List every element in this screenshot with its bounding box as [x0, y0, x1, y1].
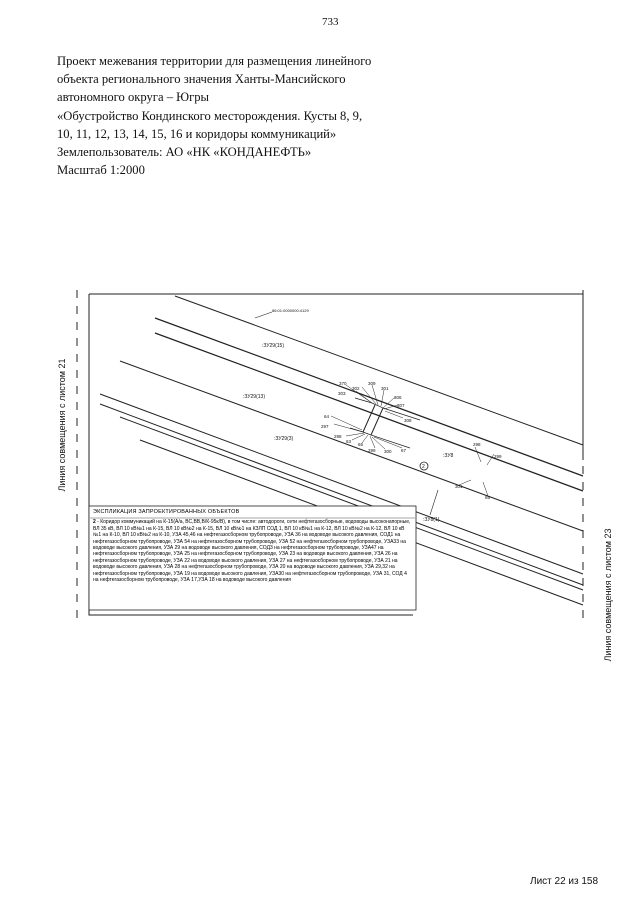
- parcel-label: :ЗУ8: [443, 453, 454, 459]
- legend: [89, 506, 416, 610]
- point-label: 306: [394, 395, 402, 400]
- sheet-number: Лист 22 из 158: [530, 876, 599, 887]
- point-label: 299: [494, 454, 502, 459]
- parcel-leader: [430, 490, 438, 515]
- legend-item-text: - Коридор коммуникаций на К-15(А/а, ВС,ВВ,В/К-95к/В), в том числе: автодороги, сети нефтегазосборные, водоводы высоконапорные, ВЛ 35 кВ, ВЛ 10 кВ№1 на К-15, ВЛ 10 кВ№2 на К-15, ВЛ 10 кВ№1 на КЗЛП СОД 1, ВЛ 10 кВ№1 на К-12, ВЛ 10 кВ№2 на К-12, ВЛ 10 кВ №1 на К-10, ВЛ 10 кВ№2 на К-10, УЗА 45,46 на нефтегазосборном трубопроводе, УЗА 36 на водоводе высокого давления, СОД1 на нефтегазосборном трубопроводе, УЗА 54 на нефтегазосборном трубопроводе, УЗА 52 на нефтегазосборном трубопроводе, УЗА33 на водоводе высокого давления, УЗА 29 на водоводе высокого давления, СОД3 на нефтегазосборном трубопроводе, УЗА47 на нефтегазосборном трубопроводе, УЗА 25 на нефтегазосборном трубопроводе, УЗА 23 на водоводе высокого давления, УЗА 26 на нефтегазосборном трубопроводе, УЗА 22 на водоводе высокого давления, УЗА 27 на нефтегазосборном трубопроводе, УЗА 21 на водоводе высокого давления, УЗА 28 на нефтегазосборном трубопроводе, УЗА 20 на водоводе высокого давления, УЗА 29,32 на нефтегазосборном трубопроводе, УЗА 19 на водоводе высокого давления, УЗА30 на нефтегазосборном трубопроводе, УЗА 31, СОД 4 на нефтегазосборном трубопроводе, УЗА 17,УЗА 18 на водоводе высокого давления: [93, 519, 411, 584]
- point-label: 309: [368, 381, 376, 386]
- legend-item-number: 2: [93, 519, 96, 526]
- point-label: 65: [358, 442, 364, 447]
- point-label: 298: [334, 434, 342, 439]
- point-label: 308: [404, 418, 412, 423]
- corridor-line: [175, 296, 583, 445]
- parcel-label: :ЗУ8(1): [423, 517, 440, 523]
- header-line: Проект межевания территории для размещения линейного: [57, 54, 372, 68]
- point-label: 303: [338, 391, 346, 396]
- point-leaders: [331, 385, 494, 496]
- point-label: 298: [473, 442, 481, 447]
- point-label: 307: [397, 403, 405, 408]
- cadastral-number: 86:01:0000000:4129: [272, 308, 309, 313]
- right-match-text: Линия совмещения с листом 23: [603, 528, 613, 662]
- header-line: объекта регионального значения Ханты-Мансийского: [57, 72, 346, 87]
- crossing-line: [371, 408, 383, 435]
- parcel-label: :ЗУ29(15): [262, 343, 284, 349]
- crossing-line: [363, 405, 375, 432]
- point-label: 299: [368, 448, 376, 453]
- crossing-boundary: [355, 398, 420, 420]
- point-label: 64: [324, 414, 330, 419]
- parcel-label: :ЗУ29(3): [274, 436, 294, 442]
- corridor-line: [155, 333, 583, 491]
- left-match-text: Линия совмещения с листом 21: [57, 358, 67, 492]
- point-label-group: [321, 381, 502, 500]
- header-line: автономного округа – Югры: [57, 90, 210, 105]
- page-number: 733: [322, 16, 339, 28]
- zone-number: 2: [422, 464, 425, 470]
- point-label: 302: [352, 386, 360, 391]
- point-label: 65: [485, 495, 491, 500]
- point-label: 301: [381, 386, 389, 391]
- point-label: 297: [321, 424, 329, 429]
- point-label: 300: [384, 449, 392, 454]
- point-label: 67: [401, 448, 407, 453]
- header-line: 10, 11, 12, 13, 14, 15, 16 и коридоры коммуникаций»: [57, 126, 337, 141]
- point-label: 301: [455, 484, 463, 489]
- cadastral-leader: [255, 312, 272, 318]
- parcel-label: :ЗУ29(13): [243, 394, 265, 400]
- point-label: 370: [339, 381, 347, 386]
- header-line: Землепользователь: АО «НК «КОНДАНЕФТЬ»: [57, 145, 312, 160]
- legend-title: ЭКСПЛИКАЦИЯ ЗАПРОЕКТИРОВАННЫХ ОБЪЕКТОВ: [93, 509, 240, 515]
- scale-label: Масштаб 1:2000: [57, 163, 145, 178]
- legend-item: [93, 519, 412, 583]
- header-line: «Обустройство Кондинского месторождения. Кусты 8, 9,: [57, 108, 363, 123]
- point-label: 63: [346, 439, 352, 444]
